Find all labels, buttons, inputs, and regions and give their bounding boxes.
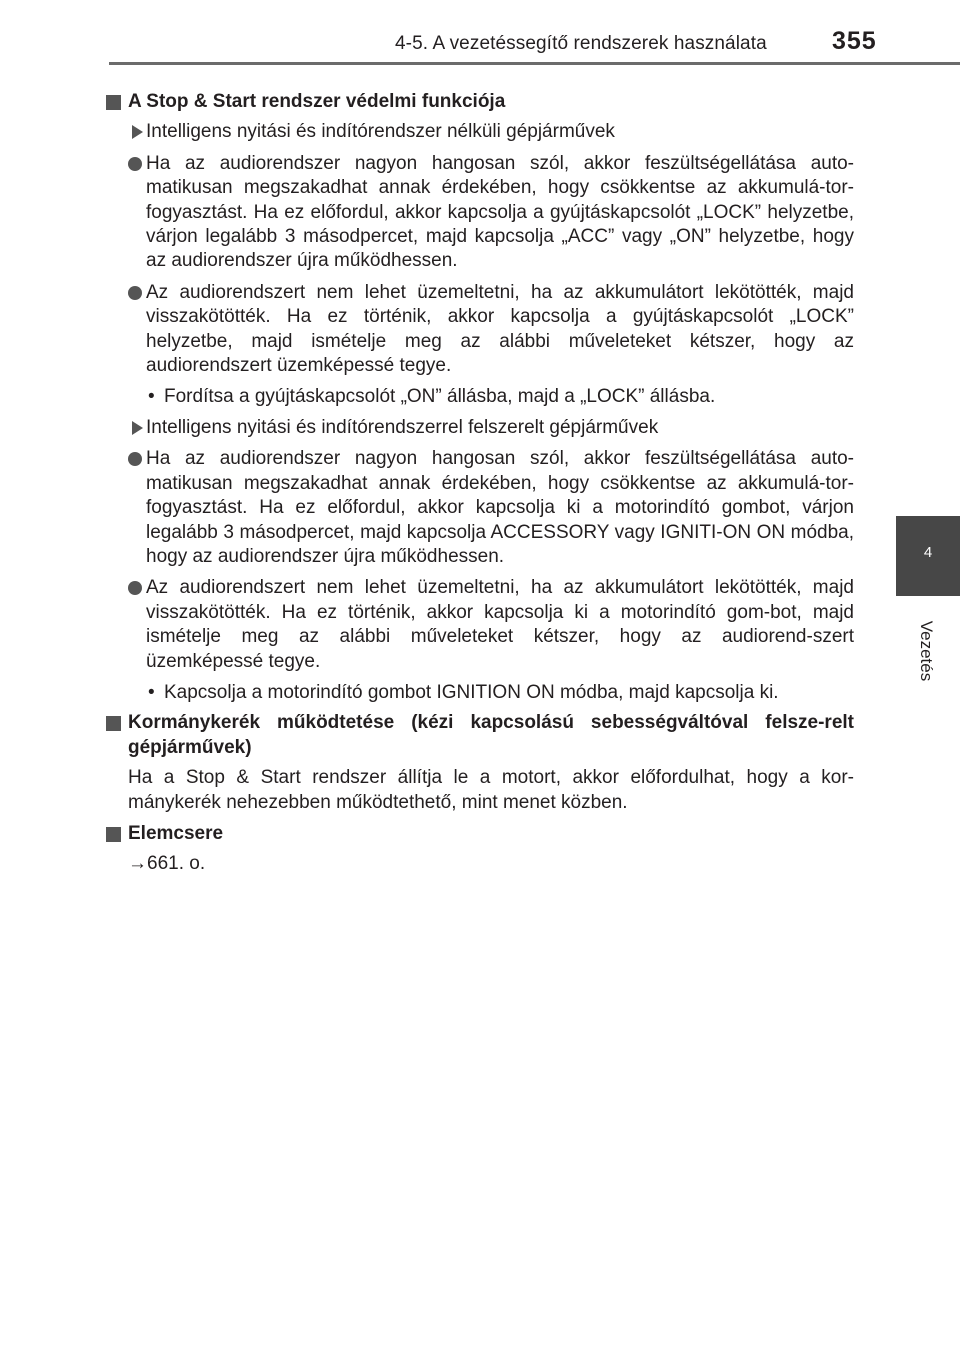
list-item-text: Az audiorendszert nem lehet üzemeltetni, ha az akkumulátort lekötötték, majd visszakötötték. Ha ez történik, akkor kapcsolja ki a motorindító gom-bot, majd ismételje meg az alábbi műveleteket kétszer, hogy az audiorend-szert üzemképessé tegye. [146, 577, 854, 672]
section-heading [106, 822, 854, 846]
procedure-step [106, 385, 854, 409]
list-item [106, 152, 854, 274]
square-bullet-icon [106, 827, 121, 842]
circle-bullet-icon [128, 452, 142, 466]
procedure-step-text: Kapcsolja a motorindító gombot IGNITION ON módba, majd kapcsolja ki. [164, 681, 779, 703]
section-steering-wheel [106, 711, 854, 815]
vehicle-variant-text: Intelligens nyitási és indítórendszer nélküli gépjárművek [146, 121, 615, 143]
square-bullet-icon [106, 716, 121, 731]
list-item [106, 281, 854, 379]
list-item-text: Ha az audiorendszer nagyon hangosan szól, akkor feszültségellátása auto-matikusan megszakadhat annak érdekében, hogy csökkentse az akkumulá-tor-fogyasztást. Ha ez előfordul, akkor kapcsolja a gyújtáskapcsolót „LOCK” helyzetbe, várjon legalább 3 másodpercet, majd kapcsolja „ACC” vagy „ON” helyzetbe, hogy az audiorendszer újra működhessen. [146, 152, 854, 272]
square-bullet-icon [106, 95, 121, 110]
section-heading [106, 711, 854, 760]
header-rule [109, 62, 960, 65]
list-item [106, 447, 854, 569]
page-reference-link[interactable]: →661. o. [128, 853, 206, 875]
section-heading [106, 90, 854, 114]
section-heading-text: Kormánykerék működtetése (kézi kapcsolású sebességváltóval felsze-relt gépjárművek) [128, 712, 854, 758]
chapter-tab-number: 4 [923, 544, 933, 561]
section-battery-replacement [106, 822, 854, 877]
vehicle-variant-heading [106, 120, 854, 144]
circle-bullet-icon [128, 157, 142, 171]
triangle-bullet-icon [132, 421, 143, 435]
section-heading-text: Elemcsere [128, 822, 224, 844]
list-item-text: Ha az audiorendszer nagyon hangosan szól, akkor feszültségellátása auto-matikusan megszakadhat annak érdekében, hogy csökkentse az akkumulá-tor-fogyasztást. Ha ez előfordul, akkor kapcsolja ki a motorindító gombot, várjon legalább 3 másodpercet, majd kapcsolja ACCESSORY vagy IGNITI-ON ON módba, hogy az audiorendszer újra működhessen. [146, 448, 854, 567]
chapter-tab [896, 516, 960, 596]
chapter-tab-label [914, 606, 938, 696]
paragraph: Ha a Stop & Start rendszer állítja le a motort, akkor előfordulhat, hogy a kor-mánykerék nehezebben működtethető, mint menet közben. [128, 767, 854, 813]
procedure-step [106, 681, 854, 705]
bullet-dot-icon: • [148, 386, 155, 408]
vehicle-variant-heading [106, 416, 854, 440]
page-content [106, 90, 854, 883]
bullet-dot-icon: • [148, 681, 155, 703]
circle-bullet-icon [128, 581, 142, 595]
vehicle-variant-text: Intelligens nyitási és indítórendszerrel felszerelt gépjárművek [146, 416, 659, 438]
triangle-bullet-icon [132, 125, 143, 139]
list-item-text: Az audiorendszert nem lehet üzemeltetni, ha az akkumulátort lekötötték, majd visszakötötték. Ha ez történik, akkor kapcsolja a gyújtáskapcsolót „LOCK” helyzetbe, majd ismételje meg az alábbi műveleteket kétszer, hogy az audiorendszert üzemképessé tegye. [146, 281, 854, 377]
header-title: 4-5. A vezetéssegítő rendszerek használata [395, 33, 767, 54]
page-number: 355 [832, 27, 877, 55]
section-heading-text: A Stop & Start rendszer védelmi funkciója [128, 91, 506, 112]
procedure-step-text: Fordítsa a gyújtáskapcsolót „ON” állásba, majd a „LOCK” állásba. [164, 386, 716, 408]
section-stop-start-protection [106, 90, 854, 705]
list-item [106, 576, 854, 674]
chapter-tab-label-text: Vezetés [917, 620, 936, 682]
circle-bullet-icon [128, 286, 142, 300]
